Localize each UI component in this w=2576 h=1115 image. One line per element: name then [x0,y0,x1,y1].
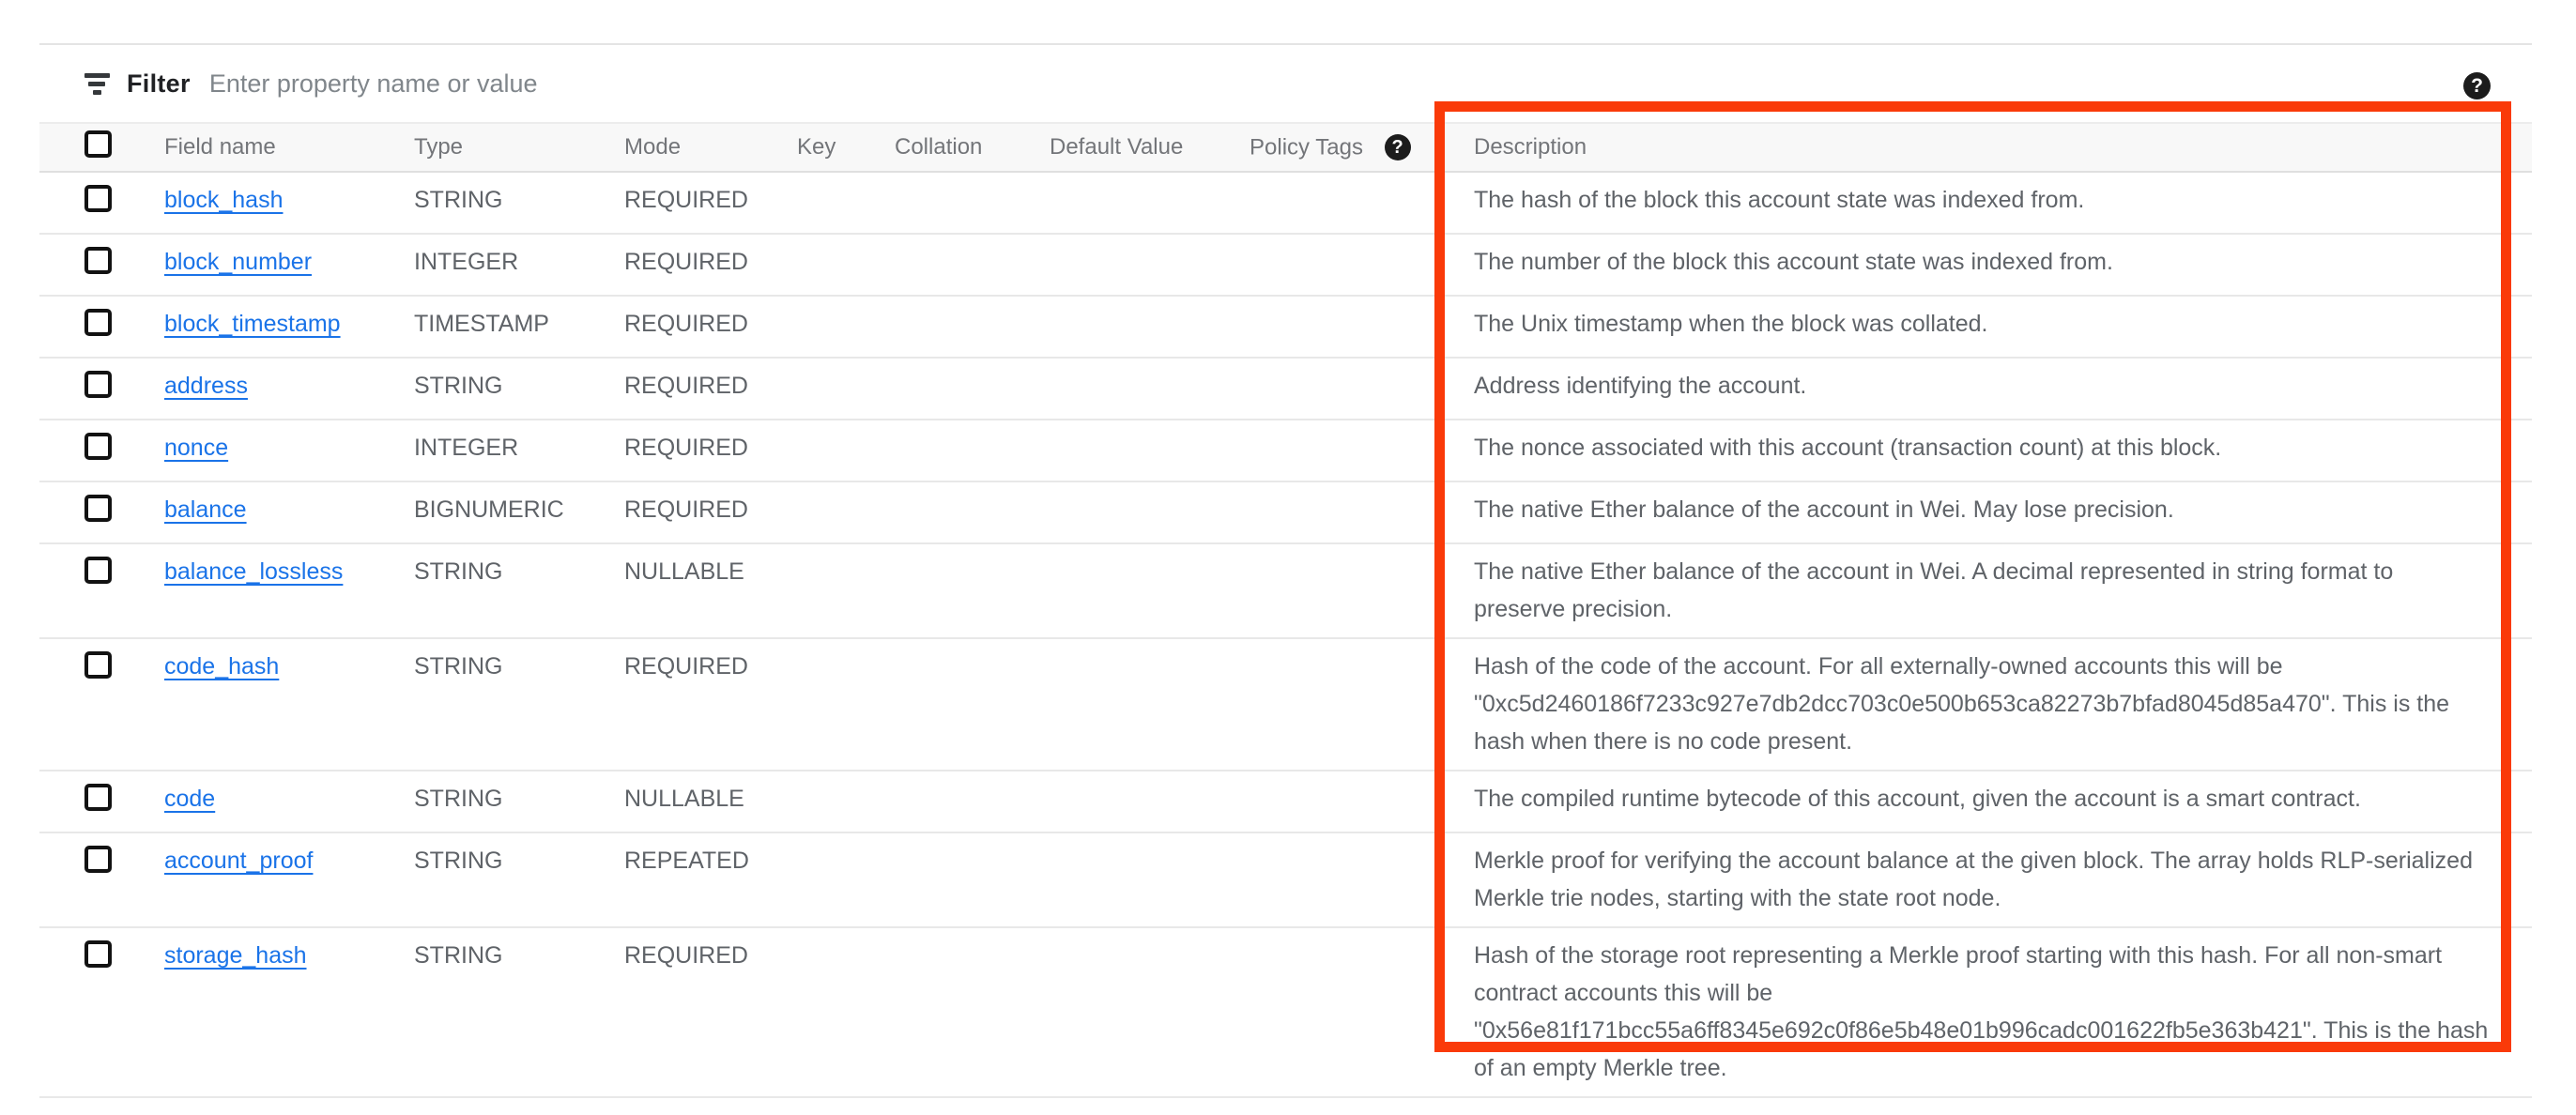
field-name-link[interactable]: code_hash [164,653,280,680]
type-cell: STRING [414,638,624,771]
field-name-cell [164,638,414,771]
type-cell: STRING [414,358,624,420]
field-name-cell [164,832,414,927]
field-name-cell [164,420,414,481]
description-cell: Hash of the code of the account. For all externally-owned accounts this will be "0xc5d2460186f7233c927e7db2dcc703c0e500b653ca82273b7bfad8045d85a470". This is the hash when there is no code present. [1474,638,2532,771]
checkbox-cell [39,771,164,832]
default-value-cell [1050,832,1250,927]
policy-tags-cell [1250,296,1474,358]
select-all-checkbox[interactable] [84,130,112,158]
field-name-cell [164,234,414,296]
mode-cell: NULLABLE [624,771,797,832]
table-row [39,296,2532,358]
table-row [39,543,2532,638]
collation-cell [895,234,1050,296]
header-row [39,123,2532,172]
column-header-description: Description [1474,123,2532,172]
type-cell: STRING [414,543,624,638]
table-row [39,771,2532,832]
key-cell [797,771,895,832]
mode-cell: REQUIRED [624,296,797,358]
field-name-cell [164,771,414,832]
description-cell: The number of the block this account state was indexed from. [1474,234,2532,296]
field-name-link[interactable]: code [164,786,216,812]
policy-tags-cell [1250,832,1474,927]
table-row [39,927,2532,1097]
column-header-mode: Mode [624,123,797,172]
description-cell: The native Ether balance of the account in Wei. A decimal represented in string format to preserve precision. [1474,543,2532,638]
filter-label: Filter [127,69,191,98]
policy-tags-cell [1250,358,1474,420]
type-cell: INTEGER [414,234,624,296]
field-name-link[interactable]: storage_hash [164,942,307,969]
table-row [39,420,2532,481]
table-row [39,172,2532,234]
column-header-policy-tags [1250,123,1474,172]
field-name-cell [164,927,414,1097]
row-checkbox[interactable] [84,651,112,679]
key-cell [797,296,895,358]
row-checkbox[interactable] [84,940,112,968]
field-name-link[interactable]: nonce [164,435,229,461]
policy-tags-cell [1250,234,1474,296]
default-value-cell [1050,927,1250,1097]
row-checkbox[interactable] [84,247,112,274]
default-value-cell [1050,358,1250,420]
field-name-cell [164,172,414,234]
default-value-cell [1050,420,1250,481]
key-cell [797,234,895,296]
policy-tags-cell [1250,420,1474,481]
column-header-field-name: Field name [164,123,414,172]
table-row [39,481,2532,543]
field-name-link[interactable]: block_hash [164,187,284,213]
help-icon[interactable]: ? [2463,72,2491,99]
collation-cell [895,543,1050,638]
mode-cell: REQUIRED [624,358,797,420]
type-cell: STRING [414,927,624,1097]
mode-cell: REQUIRED [624,481,797,543]
field-name-cell [164,296,414,358]
filter-input[interactable] [209,55,2532,112]
checkbox-cell [39,358,164,420]
row-checkbox[interactable] [84,433,112,460]
field-name-cell [164,358,414,420]
description-cell: The compiled runtime bytecode of this account, given the account is a smart contract. [1474,771,2532,832]
type-cell: STRING [414,771,624,832]
policy-tags-cell [1250,927,1474,1097]
field-name-link[interactable]: block_number [164,249,313,275]
policy-tags-cell [1250,771,1474,832]
mode-cell: REQUIRED [624,234,797,296]
schema-table [39,122,2532,1098]
key-cell [797,481,895,543]
column-header-type: Type [414,123,624,172]
mode-cell: REQUIRED [624,172,797,234]
default-value-cell [1050,543,1250,638]
mode-cell: REQUIRED [624,638,797,771]
checkbox-cell [39,234,164,296]
description-cell: The nonce associated with this account (transaction count) at this block. [1474,420,2532,481]
collation-cell [895,638,1050,771]
mode-cell: REQUIRED [624,420,797,481]
default-value-cell [1050,771,1250,832]
collation-cell [895,420,1050,481]
mode-cell: REPEATED [624,832,797,927]
filter-toolbar [39,45,2532,122]
table-row [39,638,2532,771]
field-name-link[interactable]: balance_lossless [164,558,344,585]
policy-tags-label: Policy Tags [1250,134,1363,160]
mode-cell: REQUIRED [624,927,797,1097]
checkbox-cell [39,420,164,481]
row-checkbox[interactable] [84,557,112,584]
policy-tags-help-icon[interactable]: ? [1385,134,1411,160]
field-name-cell [164,481,414,543]
row-checkbox[interactable] [84,846,112,873]
checkbox-cell [39,927,164,1097]
description-cell: Merkle proof for verifying the account balance at the given block. The array holds RLP-serialized Merkle trie nodes, starting with the state root node. [1474,832,2532,927]
row-checkbox[interactable] [84,371,112,398]
collation-cell [895,296,1050,358]
key-cell [797,638,895,771]
key-cell [797,420,895,481]
field-name-link[interactable]: block_timestamp [164,311,341,337]
row-checkbox[interactable] [84,185,112,212]
description-cell: The hash of the block this account state was indexed from. [1474,172,2532,234]
key-cell [797,172,895,234]
select-all-header-cell [39,123,164,172]
key-cell [797,832,895,927]
default-value-cell [1050,172,1250,234]
checkbox-cell [39,832,164,927]
collation-cell [895,358,1050,420]
table-row [39,832,2532,927]
key-cell [797,927,895,1097]
checkbox-cell [39,172,164,234]
collation-cell [895,832,1050,927]
policy-tags-cell [1250,481,1474,543]
row-checkbox[interactable] [84,784,112,811]
description-cell: Hash of the storage root representing a Merkle proof starting with this hash. For all non-smart contract accounts this will be "0x56e81f171bcc55a6ff8345e692c0f86e5b48e01b996cadc001622fb5e363b421". This is the hash of an empty Merkle tree. [1474,927,2532,1097]
collation-cell [895,771,1050,832]
policy-tags-cell [1250,172,1474,234]
checkbox-cell [39,638,164,771]
default-value-cell [1050,481,1250,543]
row-checkbox[interactable] [84,495,112,522]
collation-cell [895,927,1050,1097]
default-value-cell [1050,234,1250,296]
description-cell: The Unix timestamp when the block was collated. [1474,296,2532,358]
description-cell: Address identifying the account. [1474,358,2532,420]
column-header-collation: Collation [895,123,1050,172]
checkbox-cell [39,543,164,638]
collation-cell [895,481,1050,543]
type-cell: INTEGER [414,420,624,481]
policy-tags-cell [1250,638,1474,771]
key-cell [797,358,895,420]
type-cell: STRING [414,172,624,234]
column-header-key: Key [797,123,895,172]
policy-tags-cell [1250,543,1474,638]
field-name-link[interactable]: balance [164,496,247,523]
checkbox-cell [39,481,164,543]
key-cell [797,543,895,638]
type-cell: BIGNUMERIC [414,481,624,543]
row-checkbox[interactable] [84,309,112,336]
mode-cell: NULLABLE [624,543,797,638]
field-name-link[interactable]: account_proof [164,848,314,874]
checkbox-cell [39,296,164,358]
field-name-cell [164,543,414,638]
table-row [39,358,2532,420]
field-name-link[interactable]: address [164,373,248,399]
column-header-default-value: Default Value [1050,123,1250,172]
collation-cell [895,172,1050,234]
description-cell: The native Ether balance of the account in Wei. May lose precision. [1474,481,2532,543]
type-cell: TIMESTAMP [414,296,624,358]
filter-icon [84,73,110,95]
type-cell: STRING [414,832,624,927]
table-row [39,234,2532,296]
default-value-cell [1050,296,1250,358]
default-value-cell [1050,638,1250,771]
